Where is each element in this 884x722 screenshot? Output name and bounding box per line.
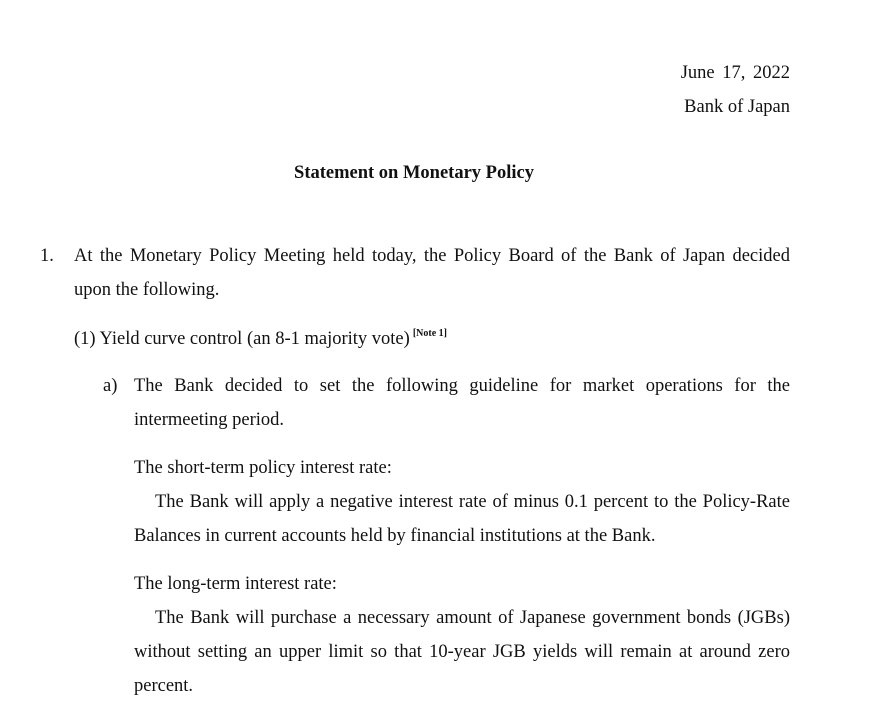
subsection-label: (1) Yield curve control (an 8-1 majority vote) xyxy=(74,329,410,349)
long-term-rate-heading: The long-term interest rate: xyxy=(134,574,337,594)
subsection-heading xyxy=(74,328,447,350)
paragraph-line: The Bank decided to set the following guideline for market operations for the xyxy=(134,376,790,396)
paragraph-line: The Bank will purchase a necessary amount of Japanese government bonds (JGBs) xyxy=(155,608,790,628)
statement-date: June 17, 2022 xyxy=(680,63,790,83)
paragraph-line: percent. xyxy=(134,676,194,696)
paragraph-line: Balances in current accounts held by financial institutions at the Bank. xyxy=(134,526,656,546)
item-marker: a) xyxy=(103,376,118,396)
issuing-organization: Bank of Japan xyxy=(684,97,790,117)
short-term-rate-heading: The short-term policy interest rate: xyxy=(134,458,392,478)
paragraph-line: intermeeting period. xyxy=(134,410,285,430)
section-number: 1. xyxy=(40,246,54,266)
paragraph-line: The Bank will apply a negative interest rate of minus 0.1 percent to the Policy-Rate xyxy=(155,492,790,512)
paragraph-line: At the Monetary Policy Meeting held today, the Policy Board of the Bank of Japan decided xyxy=(74,246,790,266)
note-reference: [Note 1] xyxy=(412,328,447,339)
paragraph-line: upon the following. xyxy=(74,280,220,300)
paragraph-line: without setting an upper limit so that 10-year JGB yields will remain at around zero xyxy=(134,642,790,662)
document-title: Statement on Monetary Policy xyxy=(294,163,534,183)
